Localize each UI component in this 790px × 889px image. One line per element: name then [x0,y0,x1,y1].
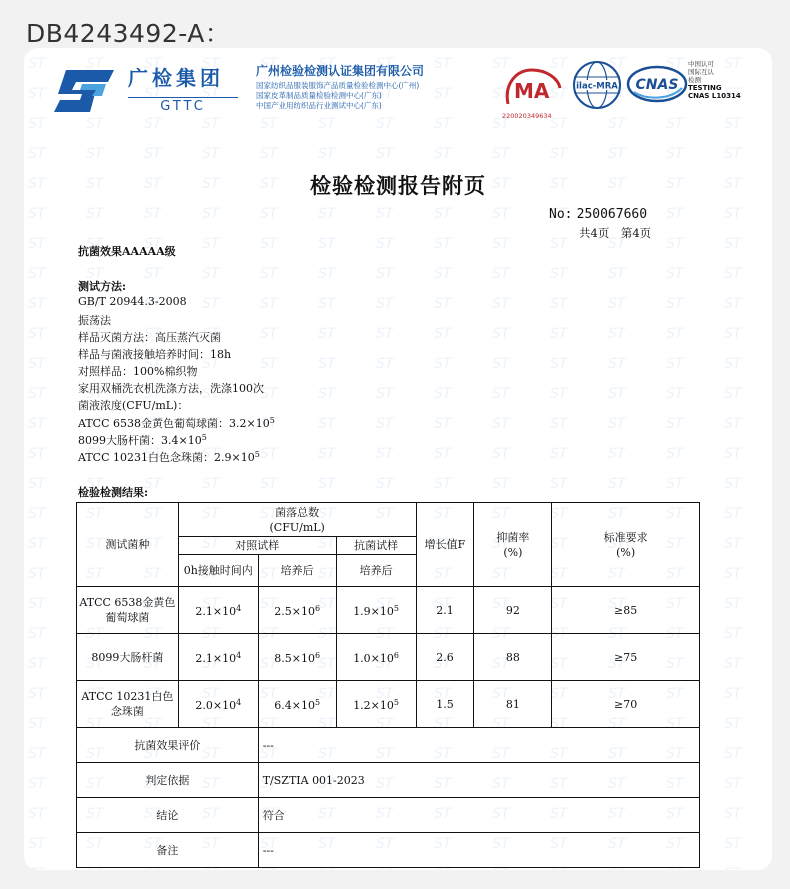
cnas-logo-icon [626,64,688,104]
cnas-text-line: 国际互认 [688,68,714,76]
strain-cell: ATCC 6538金黄色葡萄球菌 [77,587,179,634]
header-0h-contact: 0h接触时间内 [178,555,258,587]
report-number-label: No: [549,207,573,222]
table-footer-row [77,728,700,763]
svg-text:MA: MA [514,79,550,103]
requirement-cell: ≥70 [552,681,700,728]
evaluation-value: --- [258,728,699,763]
brand-name-en: GTTC [128,97,238,114]
antibacterial-after-cell: $1.2\times 10^5$ [336,681,416,728]
table-footer-row [77,763,700,798]
concentration-line: ATCC 10231白色念珠菌：$2.9\times 10^5$ [78,450,260,464]
method-heading: 测试方法: [78,280,127,293]
growth-cell: 1.5 [416,681,474,728]
cnas-number: CNAS L10314 [688,92,741,100]
concentration-heading: 菌液浓度(CFU/mL)： [78,399,189,412]
rate-cell: 81 [474,681,552,728]
ilac-mra-logo-icon [572,60,622,110]
grade-line: 抗菌效果AAAAA级 [78,245,176,258]
control-0h-cell: $2.1\times 10^4$ [178,587,258,634]
method-sterilization: 样品灭菌方法：高压蒸汽灭菌 [78,331,221,344]
cnas-accreditation-text [688,60,741,100]
header-growth: 增长值F [416,503,474,587]
report-number [549,207,647,222]
results-heading: 检验检测结果: [78,486,149,499]
cma-logo-icon [502,64,564,112]
header-requirement: 标准要求 (%) [552,503,700,587]
svg-text:ilac-MRA: ilac-MRA [576,81,618,92]
table-footer-row [77,833,700,868]
organization-name: 广州检验检测认证集团有限公司 [256,64,425,78]
header-total-count: 菌落总数 (CFU/mL) [178,503,416,537]
report-title: 检验检测报告附页 [310,174,486,198]
basis-value: T/SZTIA 001-2023 [258,763,699,798]
svg-text:CNAS: CNAS [635,77,679,93]
antibacterial-after-cell: $1.0\times 10^6$ [336,634,416,681]
remarks-value: --- [258,833,699,868]
rate-cell: 92 [474,587,552,634]
growth-cell: 2.1 [416,587,474,634]
header-after-culture: 培养后 [336,555,416,587]
table-row [77,681,700,728]
table-row [77,634,700,681]
strain-cell: 8099大肠杆菌 [77,634,179,681]
cnas-text-line: 检测 [688,76,701,84]
concentration-line: 8099大肠杆菌：$3.4\times 10^5$ [78,433,207,447]
control-after-cell: $8.5\times 10^6$ [258,634,336,681]
header-after-culture: 培养后 [258,555,336,587]
conclusion-label: 结论 [77,798,259,833]
requirement-cell: ≥75 [552,634,700,681]
organization-sub-2: 国家皮革制品质量检验检测中心(广东) [256,91,382,100]
page-count: 共4页 第4页 [579,226,652,240]
control-after-cell: $2.5\times 10^6$ [258,587,336,634]
organization-sub-3: 中国产业用纺织品行业测试中心(广东) [256,101,382,110]
concentration-line: ATCC 6538金黄色葡萄球菌：$3.2\times 10^5$ [78,416,275,430]
report-number-value: 250067660 [576,207,648,222]
method-control-sample: 对照样品：100%棉织物 [78,365,198,378]
growth-cell: 2.6 [416,634,474,681]
header-control-sample: 对照试样 [178,537,336,555]
table-footer-row [77,798,700,833]
organization-sub-1: 国家纺织品服装服饰产品质量检验检测中心(广州) [256,81,420,90]
control-after-cell: $6.4\times 10^5$ [258,681,336,728]
header-strain: 测试菌种 [77,503,179,587]
table-header-row [77,503,700,537]
cnas-text-line: 中国认可 [688,60,714,68]
report-page [24,48,772,870]
brand-block [128,62,238,114]
organization-block [256,62,424,111]
cma-number: 220020349634 [502,112,552,120]
document-id: DB4243492-A： [26,19,231,48]
strain-cell: ATCC 10231白色念珠菌 [77,681,179,728]
method-contact-time: 样品与菌液接触培养时间：18h [78,348,232,361]
method-standard: GB/T 20944.3-2008 [78,295,187,308]
cnas-text-line: TESTING [688,84,722,92]
method-name: 振荡法 [78,314,111,327]
antibacterial-after-cell: $1.9\times 10^5$ [336,587,416,634]
gttc-logo-icon [52,68,116,114]
brand-name-cn: 广检集团 [128,66,224,90]
control-0h-cell: $2.1\times 10^4$ [178,634,258,681]
header-rate: 抑菌率 (%) [474,503,552,587]
table-row [77,587,700,634]
requirement-cell: ≥85 [552,587,700,634]
basis-label: 判定依据 [77,763,259,798]
control-0h-cell: $2.0\times 10^4$ [178,681,258,728]
remarks-label: 备注 [77,833,259,868]
header-antibacterial-sample: 抗菌试样 [336,537,416,555]
conclusion-value: 符合 [258,798,699,833]
report-header [24,48,772,148]
evaluation-label: 抗菌效果评价 [77,728,259,763]
rate-cell: 88 [474,634,552,681]
results-table [76,502,700,868]
method-washing: 家用双桶洗衣机洗涤方法，洗涤100次 [78,382,264,395]
